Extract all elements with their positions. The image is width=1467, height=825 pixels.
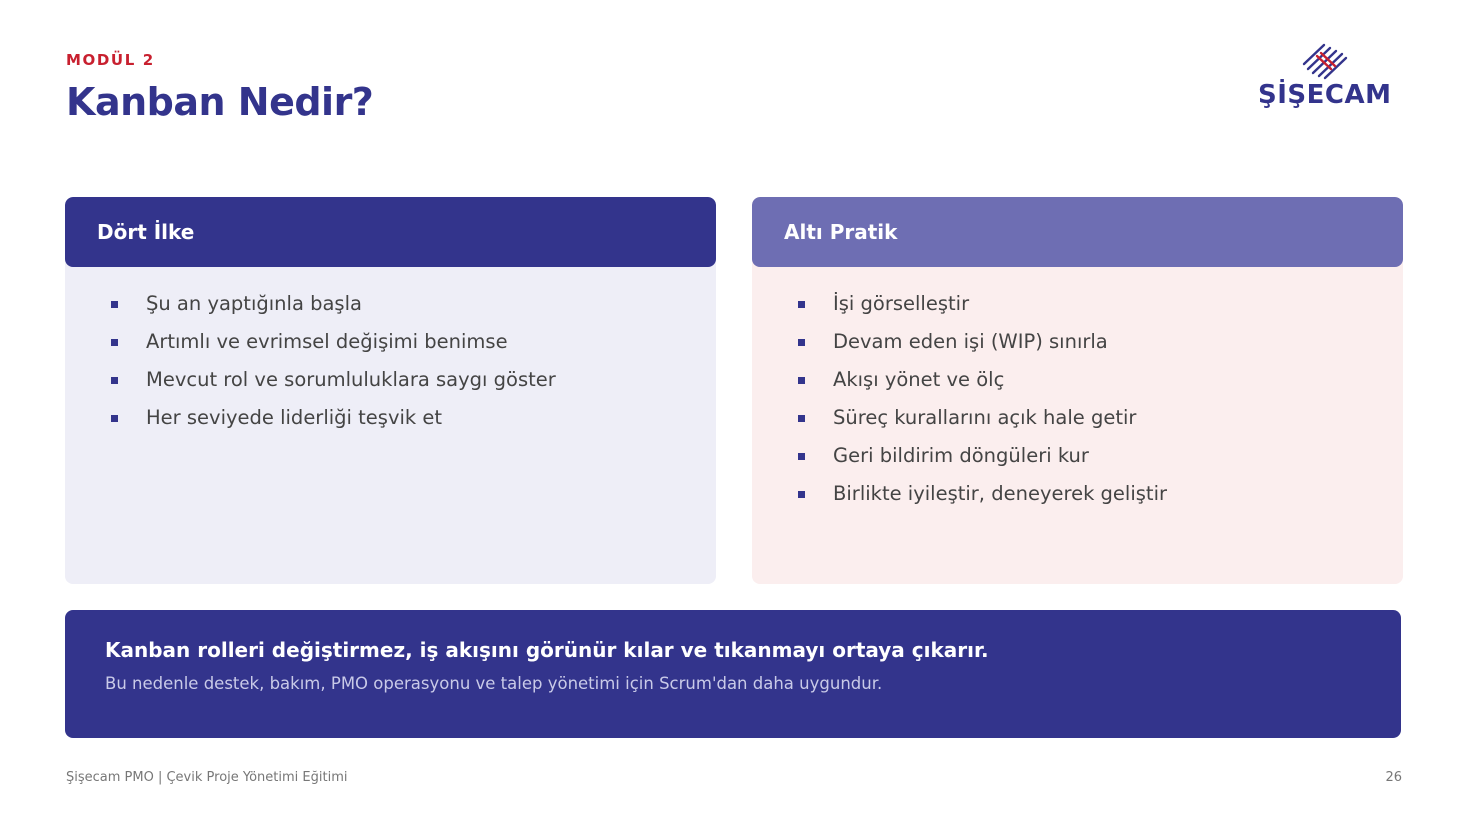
footer-text: Şişecam PMO | Çevik Proje Yönetimi Eğitimi [66,770,348,785]
logo-wordmark: ŞİŞECAM [1258,80,1392,110]
principles-card [65,197,716,584]
list-item: Şu an yaptığınla başla [109,289,716,327]
list-item: Geri bildirim döngüleri kur [796,441,1403,479]
list-item: Birlikte iyileştir, deneyerek geliştir [796,479,1403,517]
list-item: Akışı yönet ve ölç [796,365,1403,403]
principles-list [65,267,716,441]
practices-list [752,267,1403,517]
page-number: 26 [1385,770,1402,785]
company-logo [1256,42,1406,114]
list-item: Mevcut rol ve sorumluluklara saygı göster [109,365,716,403]
list-item: İşi görselleştir [796,289,1403,327]
banner-subtext: Bu nedenle destek, bakım, PMO operasyonu ve talep yönetimi için Scrum'dan daha uygundur. [105,674,883,693]
sisecam-logo-icon [1298,42,1358,82]
practices-card [752,197,1403,584]
list-item: Her seviyede liderliği teşvik et [109,403,716,441]
module-label: MODÜL 2 [66,51,155,69]
principles-card-header: Dört İlke [65,197,716,267]
banner-headline: Kanban rolleri değiştirmez, iş akışını görünür kılar ve tıkanmayı ortaya çıkarır. [105,638,989,662]
list-item: Artımlı ve evrimsel değişimi benimse [109,327,716,365]
practices-card-header: Altı Pratik [752,197,1403,267]
page-title: Kanban Nedir? [66,80,374,124]
list-item: Süreç kurallarını açık hale getir [796,403,1403,441]
summary-banner [65,610,1401,738]
list-item: Devam eden işi (WIP) sınırla [796,327,1403,365]
